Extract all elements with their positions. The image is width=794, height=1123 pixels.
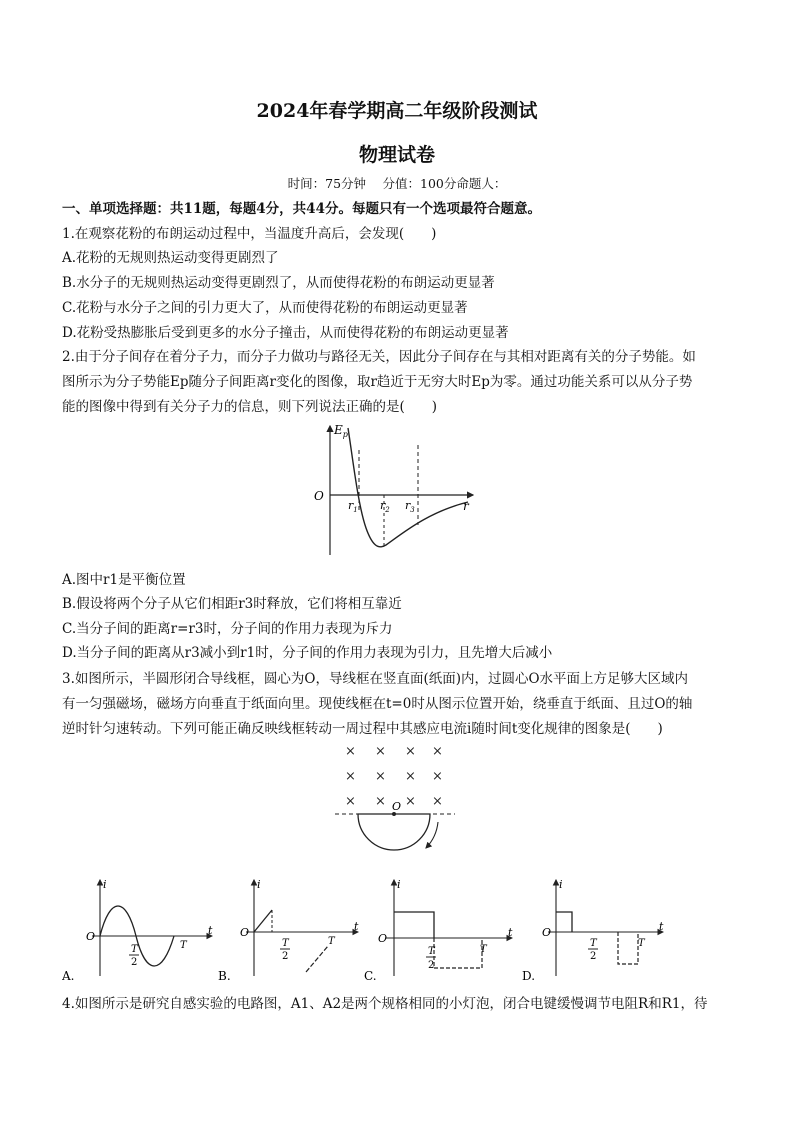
graph-c-negative — [434, 938, 482, 968]
svg-text:×: × — [375, 769, 386, 784]
exam-meta: 时间：75分钟 分值：100分命题人： — [287, 176, 507, 191]
q1-option-c: C.花粉与水分子之间的引力更大了，从而使得花粉的布朗运动更显著 — [62, 300, 468, 316]
q3-stem-line-2: 有一匀强磁场，磁场方向垂直于纸面向里。现使线框在t=0时从图示位置开始，绕垂直于纸面、且过O的轴 — [62, 696, 693, 712]
q1-option-b: B.水分子的无规则热运动变得更剧烈了，从而使得花粉的布朗运动更显著 — [62, 275, 495, 291]
exam-title: 2024年春学期高二年级阶段测试 — [256, 100, 538, 122]
svg-text:×: × — [375, 744, 386, 759]
q4-stem: 4.如图所示是研究自感实验的电路图，A1、A2是两个规格相同的小灯泡，闭合电键缓慢调节电阻R和R1，待 — [62, 996, 708, 1012]
y-axis-label: $E_p$ — [334, 423, 348, 439]
svg-text:×: × — [432, 794, 443, 809]
graph-c-origin: O — [378, 932, 388, 945]
r1-label: $r_1$ — [348, 499, 358, 514]
graph-b-rise — [254, 910, 272, 932]
svg-text:×: × — [345, 769, 356, 784]
graph-a — [62, 876, 217, 984]
graph-d-y-label: i — [559, 878, 563, 891]
svg-text:2: 2 — [282, 951, 289, 962]
q2-stem-line-1: 2.由于分子间存在着分子力，而分子力做功与路径无关，因此分子间存在与其相对距离有关的分子势能。如 — [62, 349, 696, 365]
svg-text:×: × — [432, 744, 443, 759]
svg-text:×: × — [432, 769, 443, 784]
graph-d-label: D. — [522, 969, 536, 983]
graph-b — [218, 876, 363, 984]
svg-text:2: 2 — [590, 951, 597, 962]
graph-a-tick-t: T — [180, 940, 187, 951]
svg-text:×: × — [405, 794, 416, 809]
graph-c-y-label: i — [397, 878, 401, 891]
q2-option-a: A.图中r1是平衡位置 — [62, 572, 186, 588]
svg-text:T: T — [282, 938, 289, 949]
x-axis-label: r — [463, 499, 469, 513]
q1-option-a: A.花粉的无规则热运动变得更剧烈了 — [62, 250, 279, 266]
graph-c — [362, 876, 517, 984]
graph-d — [518, 876, 668, 984]
graph-b-tick-t: T — [328, 936, 335, 947]
graph-b-y-label: i — [257, 878, 261, 891]
svg-text:×: × — [375, 794, 386, 809]
q3-stem-line-3: 逆时针匀速转动。下列可能正确反映线框转动一周过程中其感应电流i随时间t变化规律的图象是( ) — [62, 721, 663, 737]
q2-option-d: D.当分子间的距离从r3减小到r1时，分子间的作用力表现为引力，且先增大后减小 — [62, 645, 553, 661]
svg-text:2: 2 — [131, 957, 138, 968]
graph-c-tick-t: T — [480, 944, 487, 955]
graph-a-y-label: i — [103, 878, 107, 891]
graph-d-origin: O — [542, 926, 552, 939]
graph-b-fall — [306, 946, 328, 972]
ep-curve — [348, 428, 468, 547]
q1-stem: 1.在观察花粉的布朗运动过程中，当温度升高后，会发现( ) — [62, 226, 437, 242]
graph-a-origin: O — [86, 930, 96, 943]
graph-d-tick-t: T — [638, 938, 645, 949]
magnetic-field-figure — [330, 740, 460, 855]
svg-text:T: T — [590, 938, 597, 949]
svg-text:T: T — [428, 946, 435, 957]
svg-text:2: 2 — [428, 960, 435, 971]
graph-d-positive — [556, 912, 572, 932]
center-label: O — [392, 800, 402, 813]
graph-b-origin: O — [240, 926, 250, 939]
q2-stem-line-3: 能的图像中得到有关分子力的信息，则下列说法正确的是( ) — [62, 399, 438, 415]
svg-text:×: × — [345, 744, 356, 759]
r2-label: $r_2$ — [380, 499, 390, 514]
graph-a-label: A. — [62, 969, 75, 983]
graph-d-x-label: t — [659, 920, 664, 933]
section-heading: 一、单项选择题：共11题，每题4分，共44分。每题只有一个选项最符合题意。 — [62, 201, 541, 217]
r3-label: $r_3$ — [405, 499, 415, 514]
svg-text:×: × — [405, 769, 416, 784]
graph-c-x-label: t — [508, 926, 513, 939]
svg-text:×: × — [405, 744, 416, 759]
q3-stem-line-1: 3.如图所示，半圆形闭合导线框，圆心为O，导线框在竖直面(纸面)内，过圆心O水平面上方足够大区域内 — [62, 671, 689, 687]
q2-stem-line-2: 图所示为分子势能Ep随分子间距离r变化的图像，取r趋近于无穷大时Ep为零。通过功能关系可以从分子势 — [62, 374, 693, 390]
potential-energy-graph — [308, 420, 488, 562]
graph-d-negative — [618, 932, 638, 964]
q2-option-b: B.假设将两个分子从它们相距r3时释放，它们将相互靠近 — [62, 596, 402, 612]
svg-text:T: T — [131, 944, 138, 955]
svg-text:×: × — [345, 794, 356, 809]
graph-c-label: C. — [364, 969, 377, 983]
graph-b-x-label: t — [354, 920, 359, 933]
graph-c-positive — [394, 912, 434, 938]
graph-a-x-label: t — [208, 924, 213, 937]
graph-b-label: B. — [218, 969, 231, 983]
half-circle-loop — [358, 814, 430, 850]
subject-title: 物理试卷 — [358, 144, 435, 166]
q1-option-d: D.花粉受热膨胀后受到更多的水分子撞击，从而使得花粉的布朗运动更显著 — [62, 325, 509, 341]
origin-label: O — [314, 489, 324, 503]
q2-option-c: C.当分子间的距离r=r3时，分子间的作用力表现为斥力 — [62, 621, 393, 637]
